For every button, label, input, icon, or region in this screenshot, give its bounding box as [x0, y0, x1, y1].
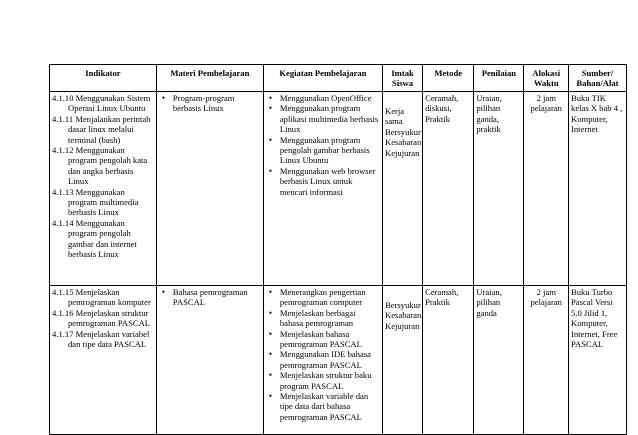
alokasi-cell: 2 jam pelajaran	[524, 92, 569, 286]
penilaian-cell: Uraian, pilihan ganda, praktik	[474, 92, 524, 286]
bullet-icon: •	[268, 328, 272, 339]
materi-cell	[156, 286, 263, 435]
header-imtak: Imtak Siswa	[383, 65, 423, 92]
header-metode: Metode	[423, 65, 474, 92]
metode-cell: Ceramah, diskusi, Praktik	[423, 92, 474, 286]
bullet-icon: •	[161, 287, 166, 297]
kegiatan-text: Menggunakan program aplikasi multimedia berbasis Linux	[279, 103, 379, 135]
kegiatan-text: Menjelaskan variable dan tipe data dari bahasa pemrograman PASCAL	[279, 391, 369, 422]
materi-text: Program-program berbasis Linux	[172, 93, 235, 114]
alokasi-cell: 2 jam pelajaran	[524, 286, 569, 435]
kegiatan-text: Menggunakan IDE bahasa pemrograman PASCAL	[279, 349, 372, 370]
kegiatan-text: Menggunakan program pengolah gambar berbasis Linux Ubuntu	[279, 134, 370, 166]
imtak-cell: Bersyukur Kesabaran Kejujuran	[383, 286, 423, 435]
list-item	[268, 103, 380, 135]
kegiatan-text: Menerangkan pengertian pemrograman computer	[279, 287, 366, 308]
indikator-item: 4.1.17 Menjelaskan variabel dan tipe data PASCAL	[52, 328, 150, 350]
imtak-cell: Kerja sama Bersyukur Kesabaran Kejujuran	[383, 92, 423, 286]
header-penilaian: Penilaian	[474, 65, 524, 92]
indikator-item: 4.1.11 Menjalankan perintah dasar linux melalui terminal (bash)	[52, 113, 151, 145]
bullet-icon: •	[268, 134, 272, 145]
list-item	[268, 328, 380, 350]
bullet-icon: •	[268, 103, 272, 114]
kegiatan-text: Menggunakan web browser berbasis Linux untuk mencari informasi	[279, 165, 376, 197]
bullet-icon: •	[268, 370, 272, 381]
kegiatan-cell	[263, 286, 382, 435]
bullet-icon: •	[268, 391, 272, 402]
indikator-cell	[50, 286, 157, 435]
indikator-item: 4.1.12 Menggunakan program pengolah kata dan angka berbasis Linux	[52, 145, 148, 187]
lesson-plan-table	[49, 64, 627, 435]
header-sumber: Sumber/ Bahan/Alat	[569, 65, 627, 92]
table-row	[50, 92, 627, 286]
list-item	[268, 93, 380, 103]
list-item	[268, 287, 380, 308]
table-header-row	[50, 65, 627, 92]
bullet-icon: •	[268, 307, 272, 318]
list-item	[161, 93, 261, 114]
sumber-cell: Buku Turbo Pascal Versi 5.0 Jilid 1, Komputer, Internet, Free PASCAL	[569, 286, 627, 435]
indikator-item: 4.1.15 Menjelaskan pemrograman komputer	[52, 287, 151, 308]
kegiatan-text: Menjelaskan berbagai bahasa pemrograman	[279, 307, 356, 329]
materi-cell	[156, 92, 263, 286]
bullet-icon: •	[161, 93, 166, 103]
bullet-icon: •	[268, 287, 272, 297]
table-row	[50, 286, 627, 435]
kegiatan-text: Menjelaskan bahasa pemrograman PASCAL	[279, 328, 362, 350]
list-item	[268, 165, 380, 197]
list-item	[268, 134, 380, 166]
indikator-cell	[50, 92, 157, 286]
list-item	[268, 370, 380, 391]
kegiatan-cell	[263, 92, 382, 286]
indikator-item: 4.1.14 Menggunakan program pengolah gambar dan internet berbasis Linux	[52, 217, 137, 260]
header-materi: Materi Pembelajaran	[156, 65, 263, 92]
sumber-cell: Buku TIK kelas X bab 4 , Komputer, Internet	[569, 92, 627, 286]
penilaian-cell: Uraian, pilihan ganda	[474, 286, 524, 435]
header-alokasi: Alokasi Waktu	[524, 65, 569, 92]
header-kegiatan: Kegiatan Pembelajaran	[263, 65, 382, 92]
materi-text: Bahasa pemrograman PASCAL	[172, 287, 248, 308]
metode-cell: Ceramah, Praktik	[423, 286, 474, 435]
indikator-item: 4.1.13 Menggunakan program multimedia berbasis Linux	[52, 186, 139, 218]
header-indikator: Indikator	[50, 65, 157, 92]
indikator-item: 4.1.16 Menjelaskan struktur pemrograman PASCAL	[52, 307, 151, 329]
list-item	[268, 307, 380, 329]
kegiatan-text: Menjelaskan struktur baku program PASCAL	[279, 370, 372, 391]
bullet-icon: •	[268, 165, 272, 176]
list-item	[161, 287, 261, 308]
bullet-icon: •	[268, 93, 272, 103]
bullet-icon: •	[268, 349, 272, 360]
list-item	[268, 349, 380, 370]
kegiatan-text: Menggunakan OpenOffice	[279, 93, 372, 103]
indikator-item: 4.1.10 Menggunakan Sistem Operasi Linux Ubuntu	[52, 93, 151, 114]
